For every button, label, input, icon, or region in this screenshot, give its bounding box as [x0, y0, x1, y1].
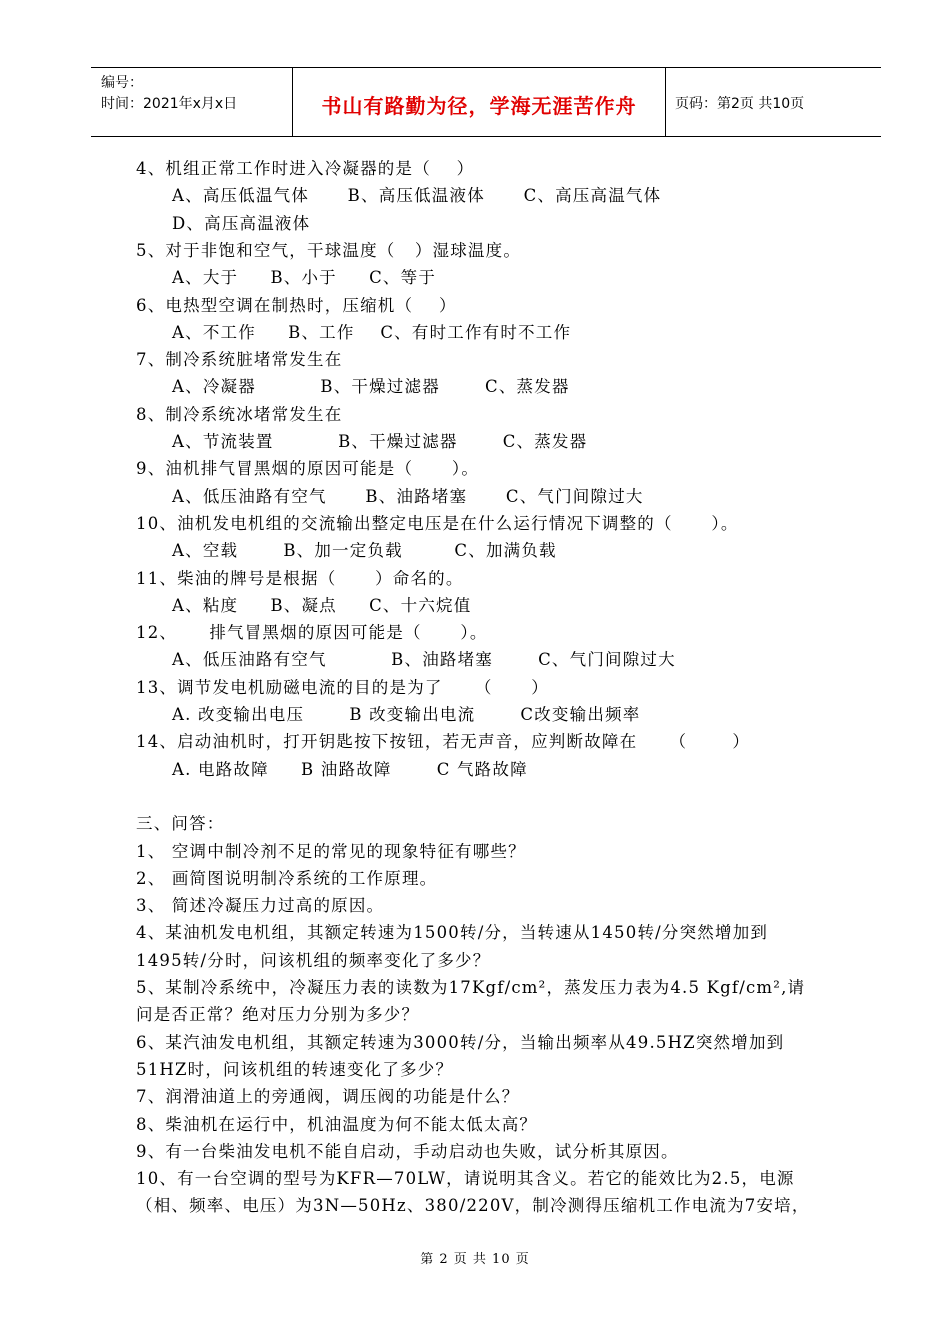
text-line: 3、 简述冷凝压力过高的原因。 — [136, 896, 385, 916]
text-line: 8、柴油机在运行中，机油温度为何不能太低太高？ — [136, 1114, 538, 1134]
text-line: A、空载 B、加一定负载 C、加满负载 — [172, 541, 557, 561]
text-line: 问是否正常？绝对压力分别为多少？ — [136, 1005, 420, 1025]
text-line: 5、对于非饱和空气，干球温度（ ）湿球温度。 — [136, 240, 522, 260]
header-meta-cell — [91, 68, 292, 136]
text-line: 三、问答： — [136, 814, 225, 834]
document-number-label: 编号： — [101, 75, 143, 91]
header-page-cell — [665, 68, 881, 136]
text-line: 12、 排气冒黑烟的原因可能是（ ）。 — [136, 623, 488, 643]
document-time-label: 时间：2021年x月x日 — [101, 96, 238, 112]
text-line: 4、某油机发电机组，其额定转速为1500转/分，当转速从1450转/分突然增加到 — [136, 923, 769, 943]
text-line: A、低压油路有空气 B、油路堵塞 C、气门间隙过大 — [172, 650, 676, 670]
text-line: 13、调节发电机励磁电流的目的是为了 （ ） — [136, 677, 549, 697]
text-line: 10、油机发电机组的交流输出整定电压是在什么运行情况下调整的（ ）。 — [136, 513, 739, 533]
text-line: 14、启动油机时，打开钥匙按下按钮，若无声音，应判断故障在 （ ） — [136, 732, 751, 752]
header-motto: 书山有路勤为径，学海无涯苦作舟 — [321, 94, 637, 118]
text-line: 8、制冷系统冰堵常发生在 — [136, 404, 343, 424]
text-line: 11、柴油的牌号是根据（ ）命名的。 — [136, 568, 464, 588]
text-line: 5、某制冷系统中，冷凝压力表的读数为17Kgf/cm²，蒸发压力表为4.5 Kgf/cm²,请 — [136, 978, 806, 997]
text-line: 6、某汽油发电机组，其额定转速为3000转/分，当输出频率从49.5HZ突然增加到 — [136, 1032, 785, 1052]
text-line: 2、 画简图说明制冷系统的工作原理。 — [136, 868, 438, 888]
header-page-info: 页码：第2页 共10页 — [675, 96, 805, 112]
text-line: A、冷凝器 B、干燥过滤器 C、蒸发器 — [172, 377, 570, 397]
text-line: （相、频率、电压）为3N—50Hz、380/220V，制冷测得压缩机工作电流为7安培， — [136, 1196, 810, 1216]
text-line: A、粘度 B、凝点 C、十六烷值 — [172, 595, 472, 615]
text-line: A. 改变输出电压 B 改变输出电流 C改变输出频率 — [172, 705, 641, 724]
text-line: D、高压高温液体 — [172, 213, 311, 233]
text-line: A、节流装置 B、干燥过滤器 C、蒸发器 — [172, 432, 588, 451]
text-line: A、大于 B、小于 C、等于 — [172, 268, 437, 288]
text-line: 9、有一台柴油发电机不能自启动，手动启动也失败，试分析其原因。 — [136, 1141, 679, 1161]
text-line: 10、有一台空调的型号为KFR—70LW，请说明其含义。若它的能效比为2.5，电源 — [136, 1169, 795, 1189]
text-line: 7、制冷系统脏堵常发生在 — [136, 350, 343, 370]
text-line: A、高压低温气体 B、高压低温液体 C、高压高温气体 — [172, 186, 662, 206]
text-line: 4、机组正常工作时进入冷凝器的是（ ） — [136, 159, 475, 178]
page-header — [91, 67, 881, 137]
text-line: A、不工作 B、工作 C、有时工作有时不工作 — [172, 322, 572, 342]
text-line: A. 电路故障 B 油路故障 C 气路故障 — [172, 759, 528, 779]
text-line: 1495转/分时，问该机组的频率变化了多少？ — [136, 950, 491, 970]
header-motto-cell — [292, 68, 666, 136]
text-line: 7、润滑油道上的旁通阀，调压阀的功能是什么？ — [136, 1087, 520, 1107]
text-line: 6、电热型空调在制热时，压缩机（ ） — [136, 295, 457, 315]
page-footer: 第 2 页 共 10 页 — [420, 1252, 530, 1267]
text-line: 1、 空调中制冷剂不足的常见的现象特征有哪些？ — [136, 841, 526, 861]
text-line: 51HZ时，问该机组的转速变化了多少？ — [136, 1059, 454, 1079]
text-line: A、低压油路有空气 B、油路堵塞 C、气门间隙过大 — [172, 486, 644, 506]
text-line: 9、油机排气冒黑烟的原因可能是（ ）。 — [136, 459, 480, 479]
